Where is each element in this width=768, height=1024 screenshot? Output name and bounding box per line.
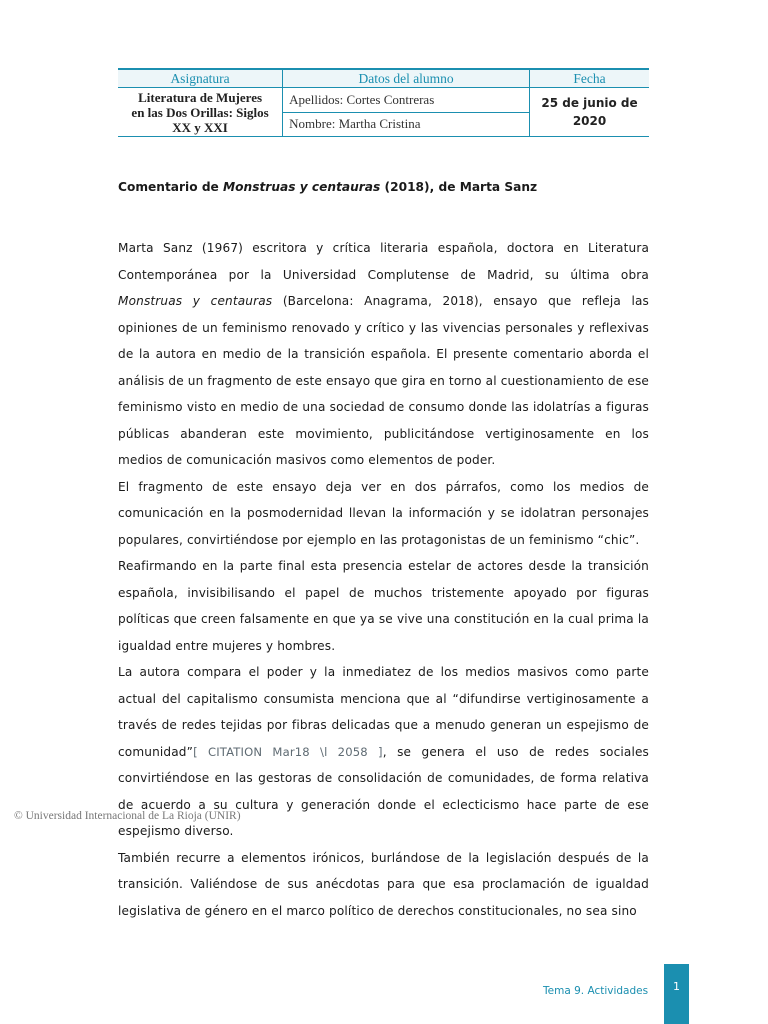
paragraph-2: El fragmento de este ensayo deja ver en dos párrafos, como los medios de comunicación en la posmodernidad llevan la información y se idolatran personajes populares, convirtiéndose por ejemplo en las protagonistas de un feminismo “chic”. (118, 479, 649, 547)
paragraph-1-book-title: Monstruas y centauras (118, 294, 273, 308)
paragraph-1 (118, 235, 649, 474)
page-number: 1 (673, 980, 680, 993)
title-suffix: (2018), de Marta Sanz (380, 180, 538, 194)
date-line-1: 25 de junio de (541, 96, 638, 110)
footer-topic: Tema 9. Actividades (543, 985, 649, 997)
subject-line-1: Literatura de Mujeres (138, 89, 263, 105)
date-line-2: 2020 (572, 114, 607, 128)
header-table (118, 68, 649, 137)
paragraph-1-text-b: (Barcelona: Anagrama, 2018), ensayo que refleja las opiniones de un feminismo renovado y crítico y las vivencias personales y reflexivas de la autora en medio de la transición española. El presente comentario aborda el análisis de un fragmento de este ensayo que gira en torno al cuestionamiento de ese feminismo visto en medio de una sociedad de consumo donde las idolatrías a figuras públicas abanderan este movimiento, publicitándose vertiginosamente en los medios de comunicación masivos como elementos de poder. (118, 294, 650, 467)
header-date-label: Fecha (530, 69, 649, 88)
title-prefix: Comentario de (118, 180, 224, 194)
header-student-label: Datos del alumno (283, 69, 530, 88)
student-surname: Apellidos: Cortes Contreras (283, 88, 530, 113)
citation-field: [ CITATION Mar18 \l 2058 ] (193, 744, 383, 759)
student-name: Nombre: Martha Cristina (283, 112, 530, 137)
title-book: Monstruas y centauras (223, 180, 381, 194)
header-subject-label: Asignatura (118, 69, 283, 88)
document-title (118, 180, 649, 194)
submission-date (530, 88, 649, 137)
paragraph-5: También recurre a elementos irónicos, burlándose de la legislación después de la transición. Valiéndose de sus anécdotas para que esa proclamación de igualdad legislativa de género en el marco político de derechos constitucionales, no sea sino (118, 850, 649, 918)
subject-line-3: XX y XXI (172, 119, 228, 135)
subject-name (118, 88, 283, 137)
copyright-notice: © Universidad Internacional de La Rioja (UNIR) (14, 810, 241, 822)
subject-line-2: en las Dos Orillas: Siglos (131, 104, 269, 120)
paragraph-1-text-a: Marta Sanz (1967) escritora y crítica literaria española, doctora en Literatura Contemporánea por la Universidad Complutense de Madrid, su última obra (118, 241, 649, 282)
paragraph-4-text-b: , se genera el uso de redes sociales convirtiéndose en las gestoras de consolidación de comunidades, de forma relativa de acuerdo a su cultura y generación donde el eclecticismo hace parte de ese espejismo diverso. (118, 744, 649, 838)
page-number-tab (664, 964, 689, 1024)
paragraph-3: Reafirmando en la parte final esta presencia estelar de actores desde la transición española, invisibilisando el papel de muchos tristemente apoyado por figuras políticas que creen falsamente en que ya se vive una constitución en la cual prima la igualdad entre mujeres y hombres. (118, 559, 649, 653)
paragraph-4-text-a: La autora compara el poder y la inmediatez de los medios masivos como parte actual del capitalismo consumista menciona que al “difundirse vertiginosamente a través de redes tejidas por fibras delicadas que a menudo generan un espejismo de comunidad” (118, 665, 649, 759)
